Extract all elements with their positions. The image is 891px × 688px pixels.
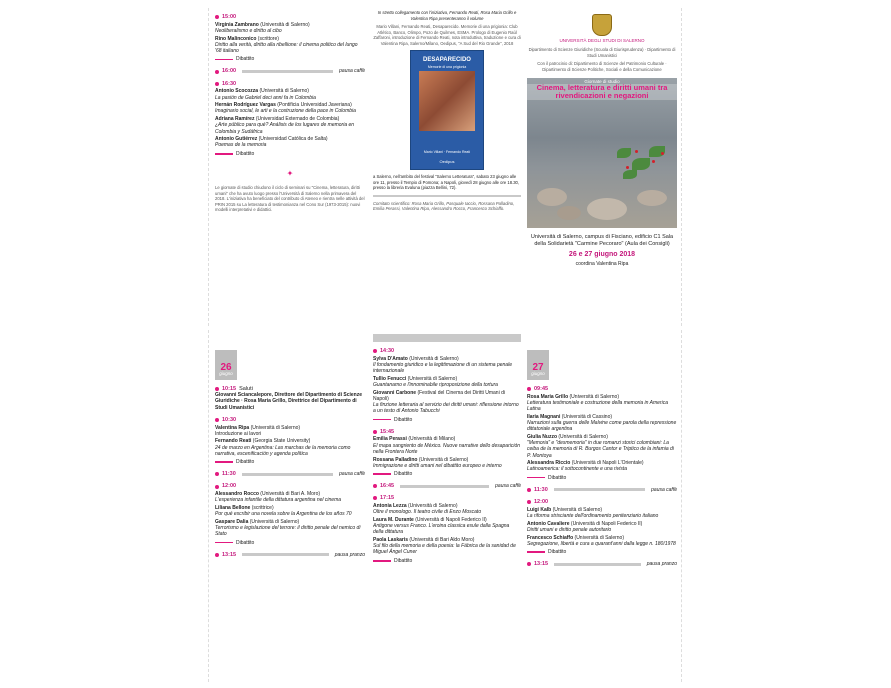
speaker: Francesco Schiaffo (Università di Salerno) (527, 534, 624, 541)
inner-sheet (208, 330, 682, 682)
cover-kicker: Giornate di studio (584, 79, 620, 85)
speaker: Giovanni Carbone (Festival del Cinema dei Diritti Umani di Napoli) (373, 389, 505, 402)
talk-title: Diritto alla verità, diritto alla ribellione: il cinema politico del lungo '68 italiano (215, 41, 358, 55)
debate-line: Dibattito (215, 459, 365, 465)
day-27-column (527, 330, 677, 682)
ornament-icon: ✦ (286, 168, 294, 178)
talk-title: Immigrazione e diritti umani nel dibattito europeo e interno (373, 462, 502, 469)
talk-title: Letteratura testimoniale e costruzione della memoria in America Latina (527, 399, 668, 413)
talk-title: Latinoamerica: il sottocontinente e una rivista (527, 466, 628, 473)
talk-title: El mapa sangriento de México. Nuove narrative dello desaparición nella Frontera Norte (373, 442, 521, 455)
speaker: Rino Malinconico (scrittore) (215, 35, 279, 42)
debate-line: Dibattito (215, 56, 365, 62)
talk-title: La finzione letteraria al servizio dei diritti umani: riflessione intorno a un testo di Antonio Tabucchi (373, 402, 519, 415)
book-reference: Mario Villani, Fernando Reati, Desaparecido. Memorie di una prigionia: Club Atlético, Banco, Olimpo, Pozo de Quilmes, ESMA. Prologo di Eugenio Raúl Zaffaroni, introduzione di Fernando Reati, nota introduttiva, traduzione e cura di Valentina Ripa, Salerno/Milano, Oedipus, "A Sud del Rio Grande", 2018 (373, 24, 521, 46)
intro-text: Le giornate di studio chiudono il ciclo di seminari su "Cinema, letteratura, diritti umani" che ha avuto luogo presso l'Università di Salerno nella primavera del 2018. L'iniziativa ha beneficiato del contributo di Ateneo e rientra nelle attività del PRIN 2015 su La letteratura di testimonianza nel Cono Sur (1973-2015): nuovi modelli interpretativi e didattici. (215, 185, 365, 213)
talk-title: Segregazione, libertà e cura a quarant'anni dalla legge n. 180/1978 (527, 540, 676, 547)
talk-title: ¿Arte público para qué? Análisis de los lugares de memoria en Colombia y Sudáfrica (215, 122, 355, 135)
venue: Università di Salerno, campus di Fisciano, edificio C1 Sala della Solidarietà "Carmine Pecoraro" (Aula dei Consigli) (530, 234, 674, 248)
speaker: Rossana Palladino (Università di Salerno) (373, 456, 469, 463)
coffee-break: 16:45 pausa caffè (373, 483, 521, 489)
speaker: Sylva D'Amato (Università di Salerno) (373, 355, 459, 362)
book-artwork (419, 71, 475, 131)
speaker: Tullio Fenucci (Università di Salerno) (373, 375, 458, 382)
cover-title: Cinema, letteratura e diritti umani tra rivendicazioni e negazioni (527, 84, 677, 100)
book-title: DESAPARECIDO (423, 57, 471, 63)
speaker: Antonio Gutiérrez (Universidad Católica de Salta) (215, 136, 328, 143)
talk-title: Sul filo della memoria e della poesia: la Fábrica de la sanidad de Miguel Ángel Cuner (373, 543, 516, 556)
talk-title: La pasión de Gabriel deci anni fa in Colombia (215, 94, 316, 101)
bullet-icon (215, 387, 219, 391)
day-badge: 27 giugno (527, 350, 549, 380)
talk-title: Por qué escribir una novela sobre la Argentina de los años 70 (215, 511, 352, 518)
book-authors: Mario Villani · Fernando Reati (423, 149, 471, 154)
bullet-icon (373, 496, 377, 500)
speaker: Ilaria Magnani (Università di Cassino) (527, 413, 613, 420)
book-publisher: Oedipus (439, 158, 455, 164)
bullet-icon (215, 472, 219, 476)
presentation-events: a Salerno, nell'ambito del festival "Salerno Letteratura", sabato 23 giugno alle ore 11, presso il Tempio di Pomona; a Napoli, giovedì 28 giugno alle ore 18.30, presso la libreria Evaluna (piazza Bellini, 72). (373, 174, 520, 190)
talk-title: Imaginario social, le arti e la costruzione della pace in Colombia (215, 108, 356, 115)
outer-sheet (208, 8, 682, 326)
talk-title: Diritti umani e diritto penale autoritario (527, 526, 612, 533)
speaker: Virginia Zambrano (Università di Salerno) (215, 21, 310, 28)
bullet-icon (373, 349, 377, 353)
speaker: Rosa Maria Grillo (Università di Salerno) (527, 393, 619, 400)
talk-title: Poemas de la memoria (215, 142, 267, 149)
debate-line: Dibattito (373, 417, 521, 423)
speaker: Paola Laskaris (Università di Bari Aldo Moro) (373, 537, 475, 544)
bullet-icon (527, 562, 531, 566)
session-time: 15:00 (215, 14, 365, 20)
speaker: Gaspare Dalia (Università di Salerno) (215, 518, 300, 525)
day-26-afternoon-column (373, 330, 521, 682)
session-time: 17:15 (373, 495, 521, 501)
scientific-committee: Comitato scientifico: Rosa Maria Grillo, Pasquale Iaccio, Rossana Palladino, Emilia Perassi, Valentina Ripa, Alessandro Rocco, Francesco Schiaffo. (373, 200, 515, 211)
speaker: Adriana Ramírez (Universidad Externado de Colombia) (215, 116, 340, 123)
bullet-icon (215, 418, 219, 422)
debate-line: Dibattito (373, 558, 521, 564)
speaker: Emilia Perassi (Università di Milano) (373, 436, 456, 443)
book-cover (410, 50, 484, 170)
session-time: 12:00 (527, 499, 677, 505)
bullet-icon (215, 70, 219, 74)
day-badge: 26 giugno (215, 350, 237, 380)
coffee-break: 11:30 pausa caffè (215, 471, 365, 477)
coordinator: coordina Valentina Ripa (575, 261, 629, 268)
university-name: UNIVERSITÀ DEGLI STUDI DI SALERNO (559, 38, 645, 43)
session-time: 14:30 (373, 348, 521, 354)
debate-line: Dibattito (373, 471, 521, 477)
session-time: 10:30 (215, 417, 365, 423)
bullet-icon (215, 485, 219, 489)
speaker: Luigi Kalb (Università di Salerno) (527, 506, 603, 513)
session-time: 15:45 (373, 429, 521, 435)
talk-title: Neoliberalismo e diritto al cibo (215, 27, 282, 34)
bullet-icon (373, 484, 377, 488)
talk-title: Introduzione ai lavori (215, 430, 262, 437)
patronage: Con il patrocinio di: Dipartimento di Scienze del Patrimonio Culturale · Dipartimento di Scienze Politiche, Sociali e della Comunicazione (537, 61, 667, 72)
talk-title: La riforma strisciante dell'ordinamento penitenziario italiano (527, 512, 659, 519)
speaker: Antonio Cavaliere (Università di Napoli Federico II) (527, 520, 643, 527)
speaker: Antonio Scocozza (Università di Salerno) (215, 88, 309, 95)
bullet-icon (215, 15, 219, 19)
bullet-icon (215, 82, 219, 86)
lunch-break: 13:15 pausa pranzo (527, 561, 677, 567)
speaker: Giulia Nuzzo (Università di Salerno) (527, 433, 608, 440)
session-time: 10:15 Saluti (215, 386, 365, 392)
debate-line: Dibattito (215, 540, 365, 546)
university-crest-icon (592, 14, 612, 36)
debate-line: Dibattito (527, 475, 677, 481)
session-time: 16:30 (215, 81, 365, 87)
day-26-morning-column (215, 330, 365, 682)
book-lead: In stretto collegamento con l'iniziativa, Fernando Reati, Rosa Maria Grillo e Valentina Ripa presenteranno il volume (377, 10, 517, 21)
departments: Dipartimento di Scienze Giuridiche (Scuola di Giurisprudenza) · Dipartimento di Studi Umanistici (528, 47, 676, 58)
talk-title: "Memoria" e "desmemoria" in due romanzi storici colombiani: La ceiba de la memoria di R. Burgos Cantor e Triptico de la infamia di P. Montoya (527, 440, 674, 459)
talk-title: Oltre il monologo. Il teatro civile di Enzo Moscato (373, 509, 482, 516)
bullet-icon (373, 430, 377, 434)
bullet-icon (527, 488, 531, 492)
cover-image (527, 78, 677, 228)
coffee-break: 16:00 pausa caffè (215, 68, 365, 74)
debate-line: Dibattito (215, 151, 365, 157)
bullet-icon (527, 387, 531, 391)
header-bar (373, 334, 521, 342)
bullet-icon (215, 553, 219, 557)
speaker: Alessandra Riccio (Università di Napoli L'Orientale) (527, 460, 644, 467)
speaker: Valentina Ripa (Università di Salerno) (215, 424, 301, 431)
speaker: Fernando Reati (Georgia State University) (215, 438, 311, 445)
speaker: Laura M. Durante (Università di Napoli Federico II) (373, 516, 487, 523)
talk-title: Antigone versus Franco. L'eroina classica esule dalla Spagna della dittatura (373, 523, 510, 536)
lunch-break: 13:15 pausa pranzo (215, 552, 365, 558)
talk-title: 24 de marzo en Argentina: Las marchas de la memoria como narrativa, escenificación y agenda política (215, 444, 351, 457)
talk-title: L'esperienza infantile della dittatura argentina nel cinema (215, 497, 342, 504)
talk-title: Narrazioni sulla guerra delle Malvine come parola della repressione dittatoriale argentina (527, 420, 677, 433)
session-time: 12:00 (215, 483, 365, 489)
speaker: Alessandro Rocco (Università di Bari A. Moro) (215, 491, 321, 498)
speaker: Liliana Bellone (scrittrice) (215, 505, 274, 512)
book-subtitle: Memorie di una prigionia (427, 65, 467, 69)
event-dates: 26 e 27 giugno 2018 (568, 251, 636, 259)
top-left-column (215, 8, 365, 326)
speaker: Hernán Rodríguez Vargas (Pontificia Universidad Javeriana) (215, 102, 352, 109)
talk-title: Il fondamento giuridico e la legittimazione di un sistema penale internazionale (373, 361, 512, 375)
greetings-text: Giovanni Sciancalepore, Direttore del Dipartimento di Scienze Giuridiche · Rosa Maria Grillo, Direttrice del Dipartimento di Studi Umanistici (215, 392, 362, 411)
top-middle-column (373, 8, 521, 326)
debate-line: Dibattito (527, 549, 677, 555)
talk-title: Terrorismo e legislazione del terrore: il diritto penale del nemico di Stato (215, 525, 361, 538)
speaker: Antonia Lezza (Università di Salerno) (373, 503, 458, 510)
coffee-break: 11:30 pausa caffè (527, 487, 677, 493)
top-right-column (527, 8, 677, 326)
bullet-icon (527, 500, 531, 504)
talk-title: Guantanamo e l'innominabile riproposizione della tortura (373, 382, 498, 389)
session-time: 09:45 (527, 386, 677, 392)
